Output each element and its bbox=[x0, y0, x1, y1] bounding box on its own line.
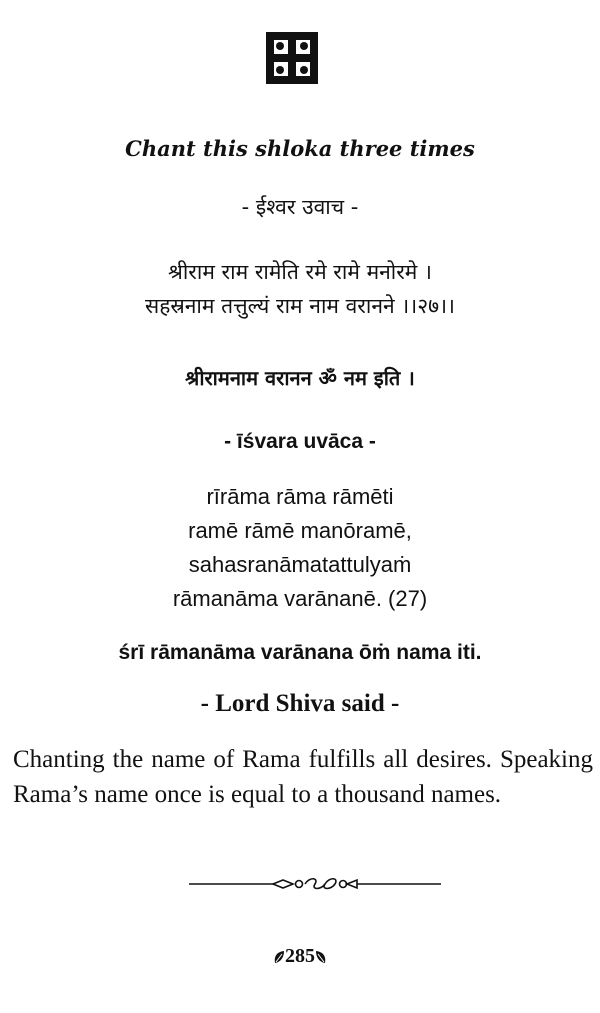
transliteration-verse-line: rīrāma rāma rāmēti bbox=[206, 484, 394, 509]
leaf-icon bbox=[273, 950, 285, 964]
english-translation: Chanting the name of Rama fulfills all desires. Speaking Rama’s name once is equal to a thousand names. bbox=[13, 746, 593, 808]
leaf-icon bbox=[315, 950, 327, 964]
ornament-divider-icon bbox=[187, 874, 443, 894]
devanagari-mantra: श्रीरामनाम वरानन ॐ नम इति । bbox=[185, 366, 415, 390]
devanagari-heading: - ईश्वर उवाच - bbox=[241, 195, 359, 219]
transliteration-verse-line: sahasranāmatattulyaṁ bbox=[188, 552, 412, 577]
swastika-icon bbox=[258, 24, 326, 92]
chant-instruction: Chant this shloka three times bbox=[125, 136, 475, 161]
devanagari-verse-line: श्रीराम राम रामेति रमे रामे मनोरमे । bbox=[167, 260, 433, 284]
transliteration-verse bbox=[0, 480, 600, 616]
transliteration-heading: - īśvara uvāca - bbox=[224, 430, 376, 453]
page-number-text: 285 bbox=[285, 945, 315, 967]
devanagari-verse bbox=[0, 255, 600, 323]
transliteration-verse-line: rāmanāma varānanē. (27) bbox=[172, 586, 428, 611]
devanagari-verse-line: सहस्रनाम तत्तुल्यं राम नाम वरानने ।।२७।। bbox=[145, 294, 455, 318]
transliteration-mantra: śrī rāmanāma varānana ōṁ nama iti. bbox=[118, 641, 482, 664]
page-number bbox=[0, 945, 600, 968]
transliteration-verse-line: ramē rāmē manōramē, bbox=[188, 518, 412, 543]
english-heading: - Lord Shiva said - bbox=[200, 690, 400, 717]
